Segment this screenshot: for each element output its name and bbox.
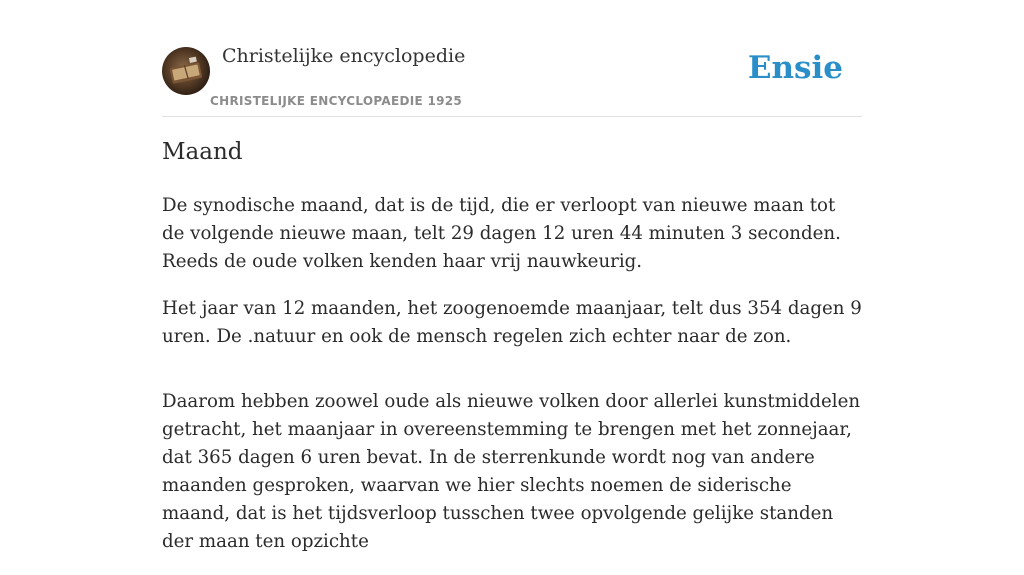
article-paragraph: Daarom hebben zoowel oude als nieuwe volken door allerlei kunstmiddelen getracht, het maanjaar in overeenstemming te brengen met het zonnejaar, dat 365 dagen 6 uren bevat. In de sterrenkunde wordt nog van andere maanden gesproken, waarvan we hier slechts noemen de siderische maand, dat is het tijdsverloop tusschen twee opvolgende gelijke standen der maan ten opzichte <box>162 391 861 552</box>
page-title: Maand <box>162 139 243 165</box>
brand-logo-link[interactable]: Ensie <box>747 50 843 86</box>
article-page <box>162 0 862 552</box>
article-paragraph: De synodische maand, dat is de tijd, die er verloopt van nieuwe maan tot de volgende nieuwe maan, telt 29 dagen 12 uren 44 minuten 3 seconden. Reeds de oude volken kenden haar vrij nauwkeurig. <box>162 195 841 272</box>
site-name[interactable]: Christelijke encyclopedie <box>222 45 466 67</box>
site-header <box>162 0 862 117</box>
book-icon <box>162 47 210 95</box>
article-body <box>162 192 862 575</box>
avatar[interactable] <box>162 47 210 95</box>
site-subtitle[interactable]: CHRISTELIJKE ENCYCLOPAEDIE 1925 <box>210 94 463 108</box>
article-paragraph: Het jaar van 12 maanden, het zoogenoemde maanjaar, telt dus 354 dagen 9 uren. De .natuur en ook de mensch regelen zich echter naar de zon. <box>162 298 862 347</box>
